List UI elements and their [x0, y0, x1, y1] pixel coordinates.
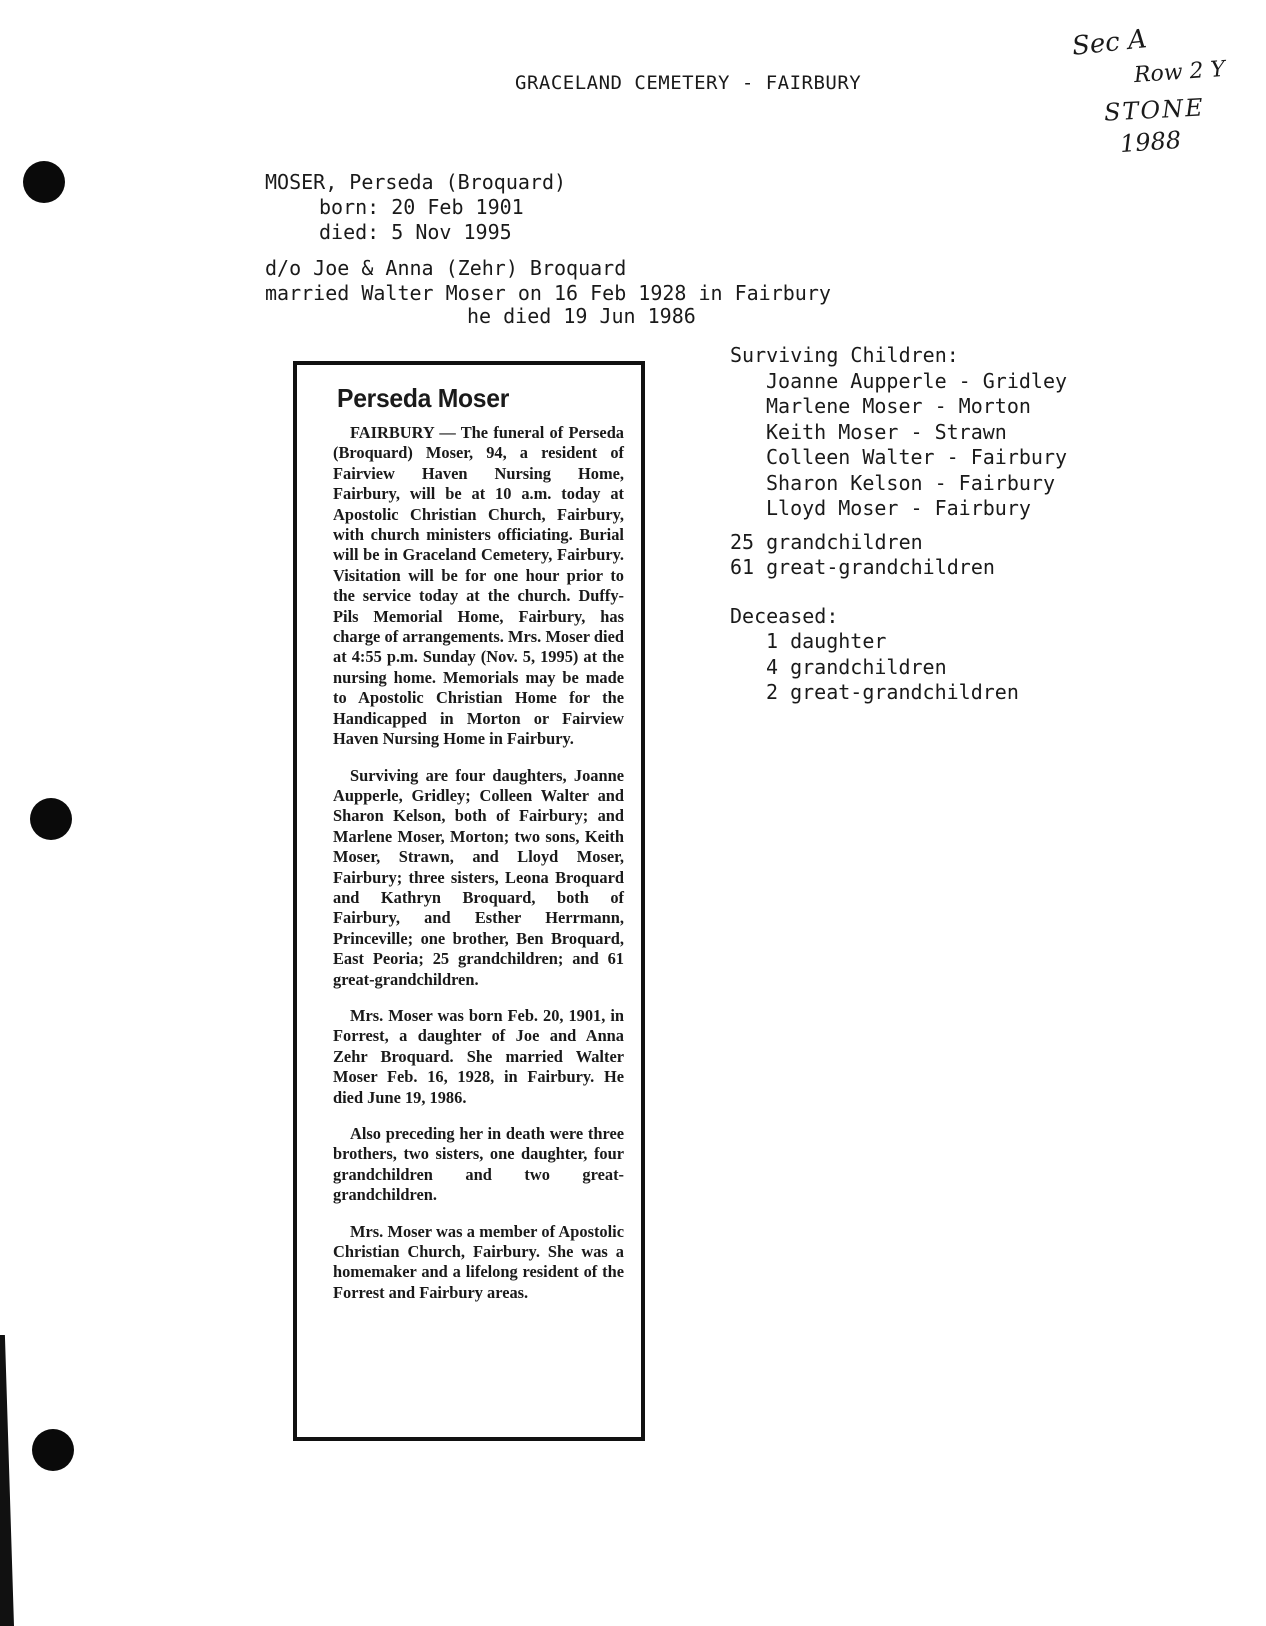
scan-edge-shadow [0, 1335, 14, 1626]
child-item: Joanne Aupperle - Gridley [766, 368, 1068, 393]
obituary-body [333, 423, 624, 1319]
child-item: Marlene Moser - Morton [766, 394, 1031, 418]
record-born: born: 20 Feb 1901 [319, 195, 524, 219]
handwritten-note [1060, 26, 1260, 166]
record-name: MOSER, Perseda (Broquard) [265, 170, 567, 194]
record-parents: d/o Joe & Anna (Zehr) Broquard [265, 256, 627, 280]
handwritten-row: Row 2 Y [1133, 56, 1226, 89]
handwritten-stone: STONE [1103, 93, 1206, 127]
family-summary [730, 343, 1067, 706]
deceased-item: 1 daughter [766, 629, 887, 653]
deceased-item: 4 grandchildren [766, 654, 947, 679]
obituary-dateline: FAIRBURY — [350, 423, 456, 442]
binder-hole [32, 1429, 74, 1471]
obituary-paragraph: Mrs. Moser was born Feb. 20, 1901, in Forrest, a daughter of Joe and Anna Zehr Broquard. She married Walter Moser Feb. 16, 1928, in Fairbury. He died June 19, 1986. [333, 1005, 624, 1107]
obituary-paragraph: Mrs. Moser was a member of Apostolic Christian Church, Fairbury. She was a homemaker and a lifelong resident of the Forrest and Fairbury areas. [333, 1221, 624, 1302]
handwritten-year: 1988 [1119, 125, 1182, 159]
obituary-headline: Perseda Moser [337, 383, 510, 413]
deceased-item: 2 great-grandchildren [766, 680, 1019, 704]
obituary-paragraph [333, 423, 624, 750]
handwritten-section: Sec A [1070, 24, 1149, 62]
binder-hole [23, 161, 65, 203]
child-item: Colleen Walter - Fairbury [766, 445, 1068, 469]
child-item: Keith Moser - Strawn [766, 419, 1007, 444]
record-married: married Walter Moser on 16 Feb 1928 in Fairbury [265, 281, 831, 305]
obituary-paragraph: Also preceding her in death were three brothers, two sisters, one daughter, four grandchildren and two great-grandchildren. [333, 1124, 624, 1205]
record-died: died: 5 Nov 1995 [319, 220, 512, 244]
child-item: Lloyd Moser - Fairbury [766, 496, 1031, 520]
grandchildren-count: 25 grandchildren [730, 529, 923, 554]
obituary-clipping [293, 361, 645, 1441]
record-spouse-died: he died 19 Jun 1986 [467, 304, 696, 328]
great-grandchildren-count: 61 great-grandchildren [730, 555, 995, 579]
obituary-paragraph: Surviving are four daughters, Joanne Aupperle, Gridley; Colleen Walter and Sharon Kelson, both of Fairbury; and Marlene Moser, Morton; two sons, Keith Moser, Strawn, and Lloyd Moser, Fairbury; three sisters, Leona Broquard and Kathryn Broquard, both of Fairbury, and Esther Herrmann, Princeville; one brother, Ben Broquard, East Peoria; 25 grandchildren; and 61 great-grandchildren. [333, 765, 624, 989]
children-heading: Surviving Children: [730, 343, 959, 367]
deceased-heading: Deceased: [730, 603, 839, 628]
binder-hole [30, 798, 72, 840]
page-title: GRACELAND CEMETERY - FAIRBURY [515, 72, 862, 94]
child-item: Sharon Kelson - Fairbury [766, 470, 1055, 495]
burial-record [265, 170, 831, 329]
obituary-paragraph-text: The funeral of Perseda (Broquard) Moser, 94, a resident of Fairview Haven Nursing Home, Fairbury, will be at 10 a.m. today at Apostolic Christian Church, Fairbury, with church ministers officiating. Burial will be in Graceland Cemetery, Fairbury. Visitation will be for one hour prior to the service today at the church. Duffy-Pils Memorial Home, Fairbury, has charge of arrangements. Mrs. Moser died at 4:55 p.m. Sunday (Nov. 5, 1995) at the nursing home. Memorials may be made to Apostolic Christian Home for the Handicapped in Morton or Fairview Haven Nursing Home in Fairbury. [333, 423, 625, 749]
